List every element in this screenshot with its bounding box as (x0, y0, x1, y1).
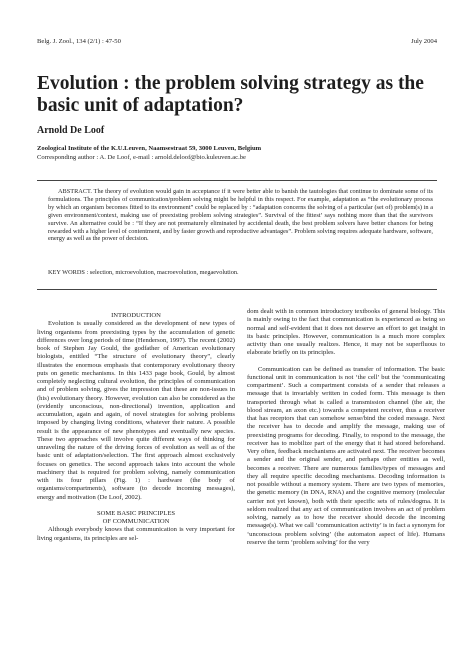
author-name: Arnold De Loof (37, 125, 105, 136)
corresponding-author: Corresponding author : A. De Loof, e-mail : arnold.deloof@bio.kuleuven.ac.be (37, 153, 246, 161)
abstract-top-rule (37, 180, 437, 181)
running-head (37, 38, 437, 48)
paper-title: Evolution : the problem solving strategy as the basic unit of adaptation? (37, 73, 424, 116)
section2-heading-line2: OF COMMUNICATION (102, 518, 170, 525)
intro-heading: INTRODUCTION (111, 312, 161, 319)
abstract-bottom-rule (37, 289, 437, 290)
issue-date: July 2004 (411, 38, 437, 45)
right-paragraph-1: dom dealt with in common introductory textbooks of general biology. This is mainly owing to the fact that communication is experienced as being so normal and self-evident that it does not deserve an effort to get insight in its basic principles. However, communication is a much more complex activity than one usually realizes. Hence, it may not be superfluous to elaborate briefly on its principles. (247, 308, 445, 357)
abstract: ABSTRACT. The theory of evolution would gain in acceptance if it were better able to banish the tautologies that continue to dominate some of its formulations. The principles of communication/problem solving might be helpful in this respect. For example, adaptation as “the evolutionary process by which an organism becomes fitted to its environment” could be replaced by : “adaptation concerns the solving of a particular (set of) problem(s) in a given environment/context, making use of preexisting problem solving strategies”. Survival of the fittest’ says nothing more than that the survivors survive. An alternative could be : “If they are not prematurely eliminated by accidental death, the best problem solvers have better chances for being rewarded with a higher level of contentment, and by faster growth and reproductive advantages”. Problem solving requires adequate hardware, software, energy as well as the power of decision. (48, 188, 433, 243)
left-column (37, 312, 235, 543)
intro-paragraph: Evolution is usually considered as the development of new types of living organisms from preexisting types by the accumulation of genetic differences over long periods of time (Henderson, 1997). The recent (2002) book of Stephen Jay Gould, the godfather of American evolutionary biologists, entitled “The structure of evolutionary theory”, clearly illustrates the enormous emphasis that contemporary evolutionary theory puts on genetic mechanisms. In this 1433 page book, Gould, by almost completely neglecting cultural evolution, the principles of communication and of problem solving, gives the impression that these are non-issues in (his) evolutionary theory. However, evolution can also be considered as the (evidently unconscious, non-directional) invention, application and accumulation, again and again, of novel strategies for solving problems imposed by changing living conditions, whatever their nature. A possible result is the appearance of new phenotypes and eventually new species. These two approaches will involve quite different ways of thinking for unraveling the nature of the driving forces of evolution as well as of the basic unit of adaptation/selection. The first approach almost exclusively focuses on genetics. The second approach takes into account the whole machinery that is required for problem solving, namely communication with its four pillars (Fig. 1) : hardware (the body of organisms/compartments), software (to decode incoming messages), energy and motivation (De Loof, 2002). (37, 320, 235, 501)
right-column (247, 308, 445, 547)
right-paragraph-2: Communication can be defined as transfer of information. The basic functional unit in communication is not ‘the cell’ but the ‘communicating compartment’. Such a compartment consists of a sender that releases a message that is invariably written in coded form. This message is then transported through what is called a transmission channel (the air, the blood stream, an axon etc.) towards a competent receiver, thus a receiver that has receptors that can somehow sense/bind the coded message. Next the receiver has to decode and amplify the message, making use of preexisting programs for decoding. Finally, to respond to the message, the receiver has to mobilize part of the energy that it had stored beforehand. Very often, feedback mechanisms are activated next. The receiver becomes a sender and the original sender, and perhaps other entities as well, becomes a receiver. There are numerous families/types of messages and they all require specific decoding mechanisms. Decoding information is not possible without a memory system. There are two types of memories, the genetic memory (in DNA, RNA) and the cognitive memory (molecular carrier not yet known), both with their specific sets of rules/dogma. It is seldom realized that any act of communication involves an act of problem solving, namely as to how the receiver should decode the incoming message(s). What we call ‘communication activity’ is in fact a synonym for ‘unconscious problem solving’ (the automaton aspect of life). Humans reserve the term ‘problem solving’ for the very (247, 365, 445, 546)
keywords: KEY WORDS : selection, microevolution, macroevolution, megaevolution. (48, 269, 239, 276)
journal-citation: Belg. J. Zool., 134 (2/1) : 47-50 (37, 38, 121, 45)
institution: Zoological Institute of the K.U.Leuven, Naamsestraat 59, 3000 Leuven, Belgium (37, 145, 262, 152)
section2-heading-line1: SOME BASIC PRINCIPLES (96, 509, 176, 517)
affiliation-block (37, 145, 261, 162)
section2-paragraph: Although everybody knows that communication is very important for living organisms, its principles are sel- (37, 526, 235, 542)
